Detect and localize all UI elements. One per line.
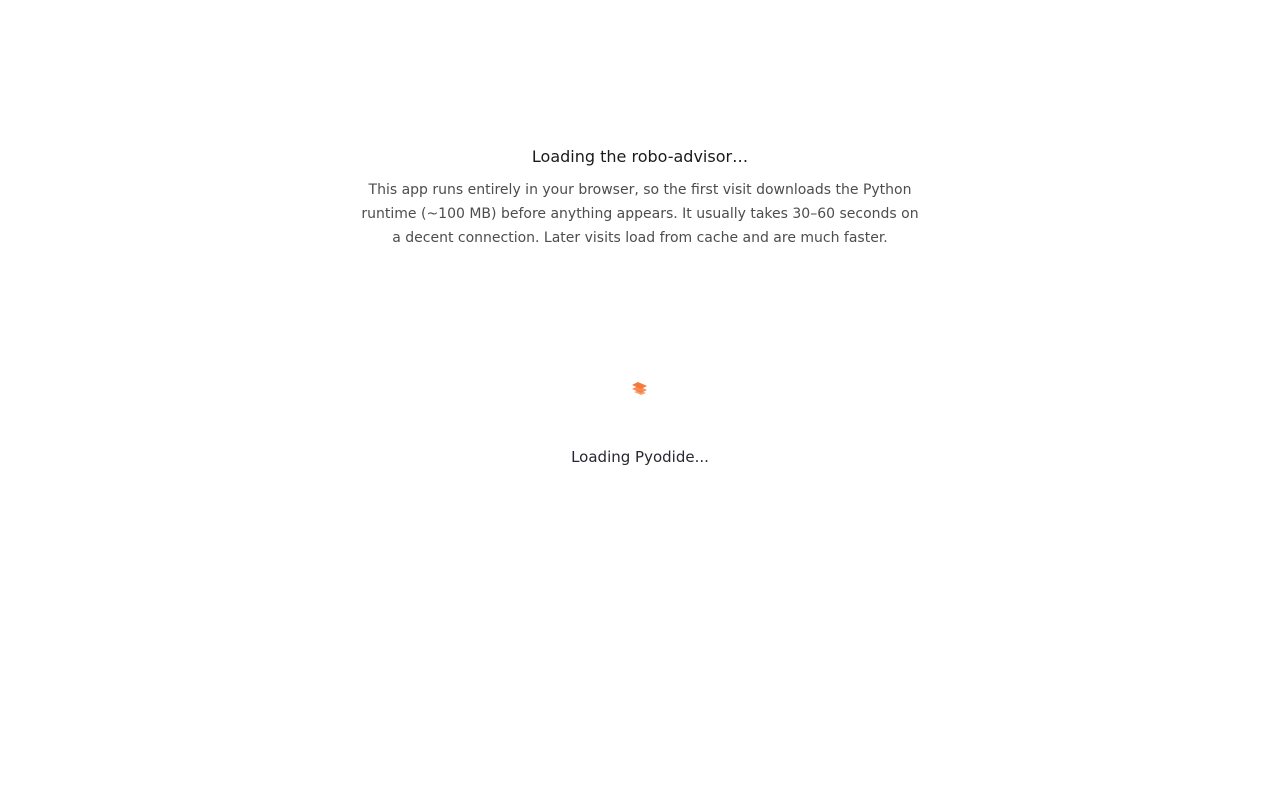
loading-intro (0, 146, 1280, 250)
loading-description: This app runs entirely in your browser, so the first visit downloads the Python runtime (~100 MB) before anything appears. It usually takes 30–60 seconds on a decent connection. Later visits load from cache and are much faster. (361, 182, 919, 246)
loading-status: Loading Pyodide... (571, 448, 709, 466)
pyodide-logo-icon (630, 378, 650, 398)
loading-title: Loading the robo-advisor… (531, 147, 749, 166)
